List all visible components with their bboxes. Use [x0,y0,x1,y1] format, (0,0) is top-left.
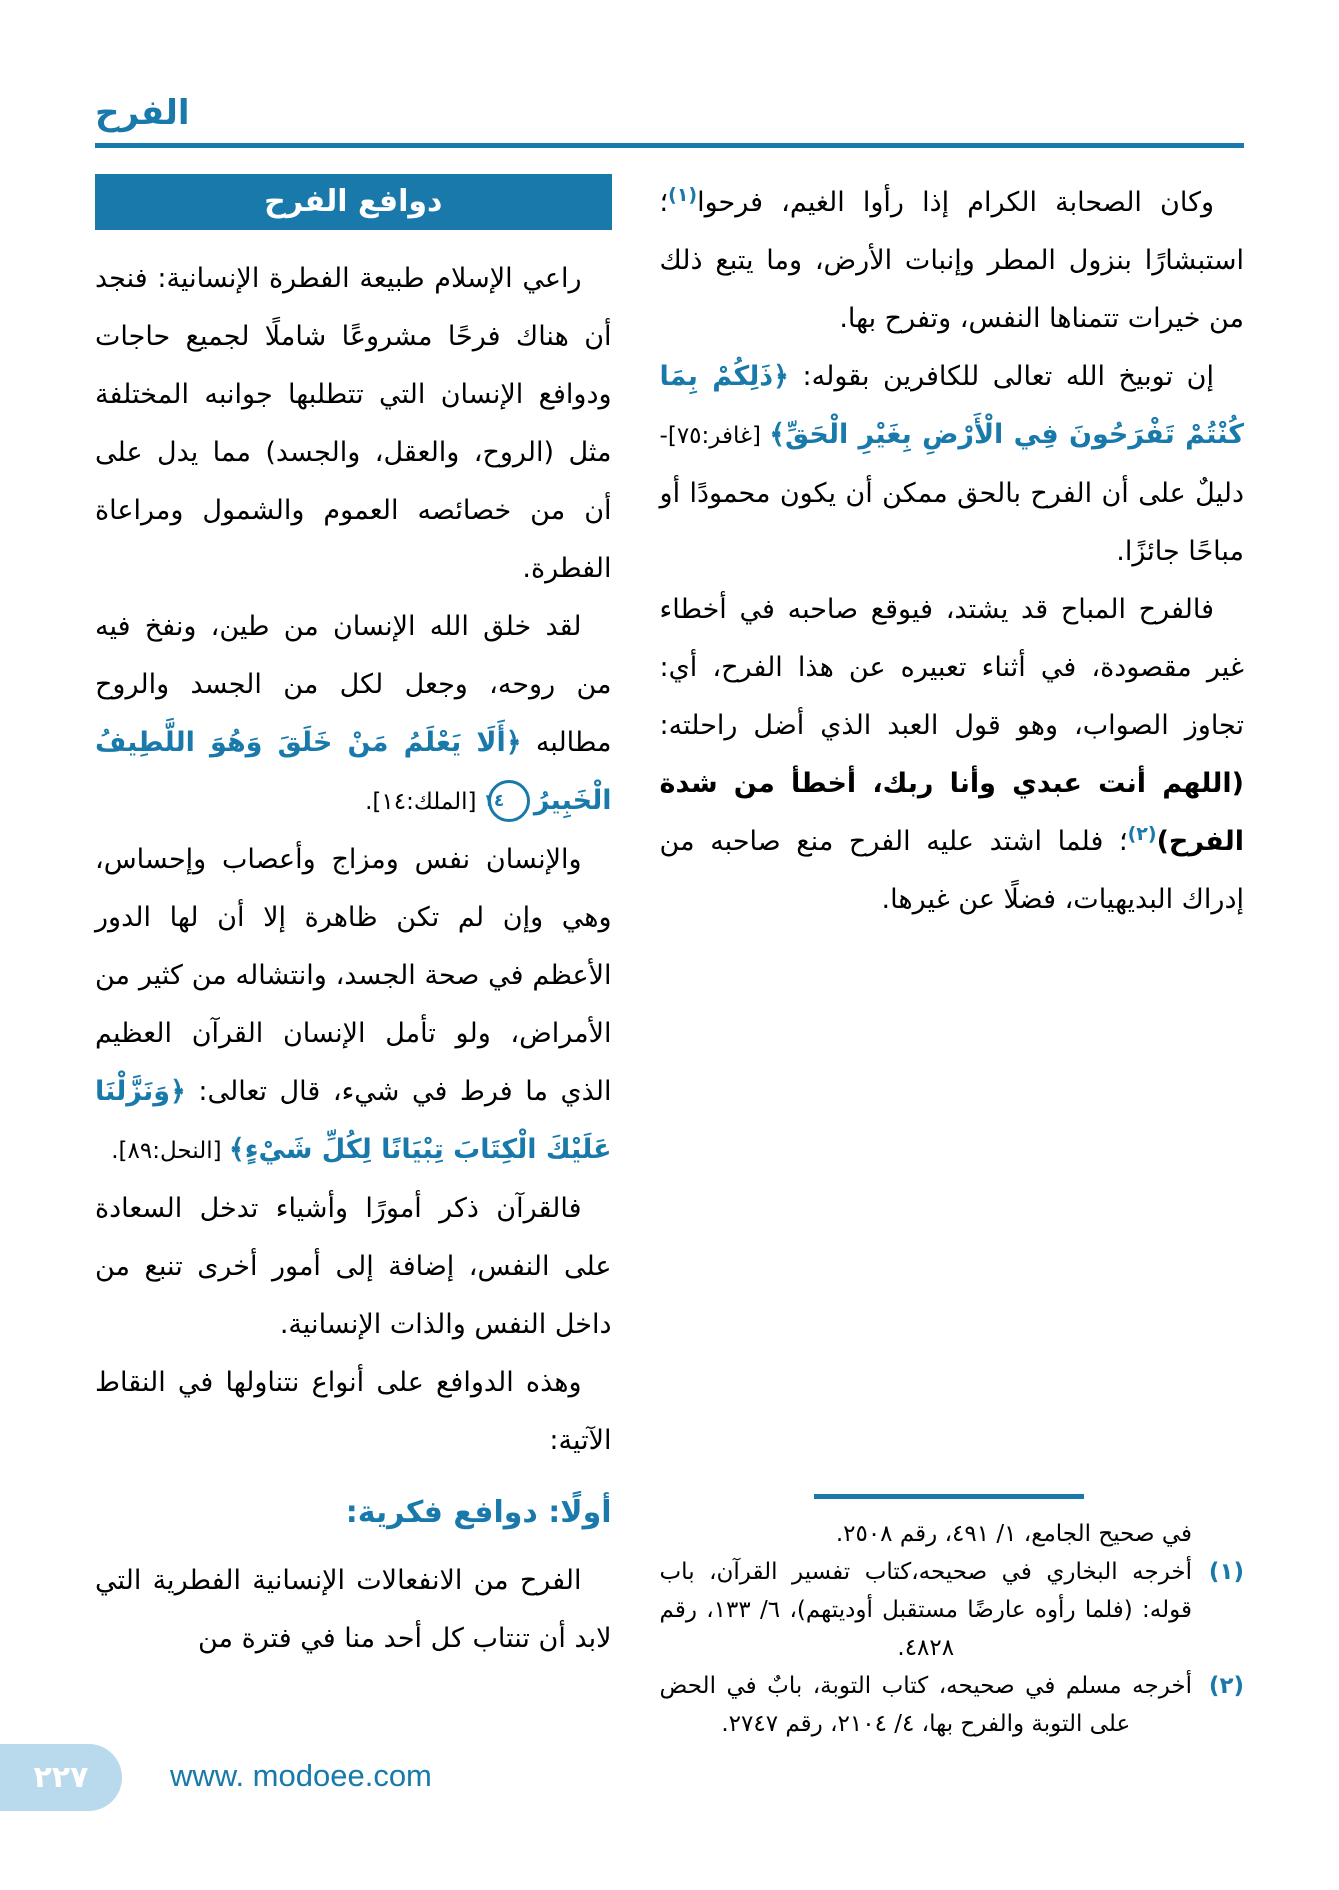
paragraph-companions [660,174,1244,348]
paragraph-rebuke [660,348,1244,581]
subheading-intellectual-motives: أولًا: دوافع فكرية: [345,1494,612,1530]
paragraph-text: فالقرآن ذكر أمورًا وأشياء تدخل السعادة على النفس، إضافة إلى أمور أخرى تنبع من داخل النفس والذات الإنسانية. [95,1192,612,1340]
paragraph-text: وهذه الدوافع على أنواع نتناولها في النقاط الآتية: [95,1366,612,1456]
paragraph-motive-types [95,1354,612,1470]
paragraph-text: ؛ فلما اشتد عليه الفرح منع صاحبه من إدراك البديهيات، فضلًا عن غيرها. [659,825,1244,915]
paragraph-islam-nature [95,250,612,598]
column-right [660,174,1244,1749]
footnote-number: (٢) [1208,1672,1244,1699]
footnote-number: (١) [1208,1558,1244,1585]
footnote-marker-1-inline: (١) [668,183,698,206]
footnote-item [660,1667,1244,1743]
quran-verse-nahl: ﴿وَنَزَّلْنَا عَلَيْكَ الْكِتَابَ تِبْيَانًا لِكُلِّ شَيْءٍ﴾ [95,1075,612,1165]
paragraph-text: لقد خلق الله الإنسان من طين، ونفخ فيه من روحه، وجعل لكل من الجسد والروح مطالبه [95,610,612,758]
paragraph-text: دليلٌ على أن الفرح بالحق ممكن أن يكون محمودًا أو مباحًا جائزًا. [659,477,1244,567]
paragraph-text: راعي الإسلام طبيعة الفطرة الإنسانية: فنجد أن هناك فرحًا مشروعًا شاملًا لجميع حاجات ودوافع الإنسان التي تتطلبها جوانبه المختلفة مثل (الروح، والعقل، والجسد) مما يدل على أن من خصائصه العموم والشمول ومراعاة الفطرة. [95,262,612,584]
footnote-marker-2-inline: (٢) [1127,822,1157,845]
paragraph-text: ؛ استبشارًا بنزول المطر وإنبات الأرض، وما يتبع ذلك من خيرات تتمناها النفس، وتفرح بها. [659,186,1244,334]
hadith-quote: (اللهم أنت عبدي وأنا ربك، أخطأ من شدة الفرح) [659,767,1244,857]
paragraph-human-soul [95,831,612,1180]
website-text: www. modoee.com [170,1758,432,1793]
footnotes-section [660,1494,1244,1749]
column-left [95,174,612,1749]
footnote-text: أخرجه مسلم في صحيحه، كتاب التوبة، بابٌ في الحض على التوبة والفرح بها، ٤/ ٢١٠٤، رقم ٢٧٤٧. [659,1672,1192,1737]
paragraph-text: إن توبيخ الله تعالى للكافرين بقوله: [788,360,1214,392]
paragraph-creation [95,598,612,831]
footnote-text: أخرجه البخاري في صحيحه،كتاب تفسير القرآن، باب قوله: (فلما رأوه عارضًا مستقبل أوديتهم)، ٦/ ١٣٣، رقم ٤٨٢٨. [659,1558,1193,1661]
verse-reference-nahl: [النحل:٨٩]. [111,1137,229,1164]
page-title: الفرح [95,93,190,133]
paragraph-quran-happiness [95,1180,612,1354]
ayah-number-ornament: ١٤ [488,780,530,822]
section-title: دوافع الفرح [264,184,443,219]
section-title-box [95,174,612,230]
page-header [95,92,1244,148]
quran-verse-ghafir: ﴿ذَلِكُمْ بِمَا كُنْتُمْ تَفْرَحُونَ فِي الْأَرْضِ بِغَيْرِ الْحَقِّ﴾ [659,360,1244,450]
verse-reference-mulk: [الملك:١٤]. [365,788,484,815]
page-number: ٢٢٧ [33,1760,89,1795]
quran-verse-mulk: ﴿أَلَا يَعْلَمُ مَنْ خَلَقَ وَهُوَ اللَّطِيفُ الْخَبِيرُ [95,726,612,816]
header-divider [95,143,1244,148]
paragraph-text: فالفرح المباح قد يشتد، فيوقع صاحبه في أخطاء غير مقصودة، في أثناء تعبيره عن هذا الفرح، أي: تجاوز الصواب، وهو قول العبد الذي أضل راحلته: [659,593,1244,741]
footnote-continuation: في صحيح الجامع، ١/ ٤٩١، رقم ٢٥٠٨. [835,1520,1192,1547]
paragraph-permissible-joy [660,581,1244,929]
footnote-divider [814,1494,1084,1499]
two-column-layout [95,174,1244,1749]
paragraph-text: وكان الصحابة الكرام إذا رأوا الغيم، فرحوا [697,186,1214,218]
paragraph-text: الفرح من الانفعالات الإنسانية الفطرية التي لابد أن تنتاب كل أحد منا في فترة من [95,1564,612,1654]
page-number-badge [0,1744,122,1811]
paragraph-text: والإنسان نفس ومزاج وأعصاب وإحساس، وهي وإن لم تكن ظاهرة إلا أن لها الدور الأعظم في صحة الجسد، وانتشاله من كثير من الأمراض، ولو تأمل الإنسان القرآن العظيم الذي ما فرط في شيء، قال تعالى: [95,843,612,1107]
verse-reference-ghafir: [غافر:٧٥]- [659,422,770,449]
paragraph-innate-emotion [95,1552,612,1668]
footnote-item [660,1553,1244,1667]
